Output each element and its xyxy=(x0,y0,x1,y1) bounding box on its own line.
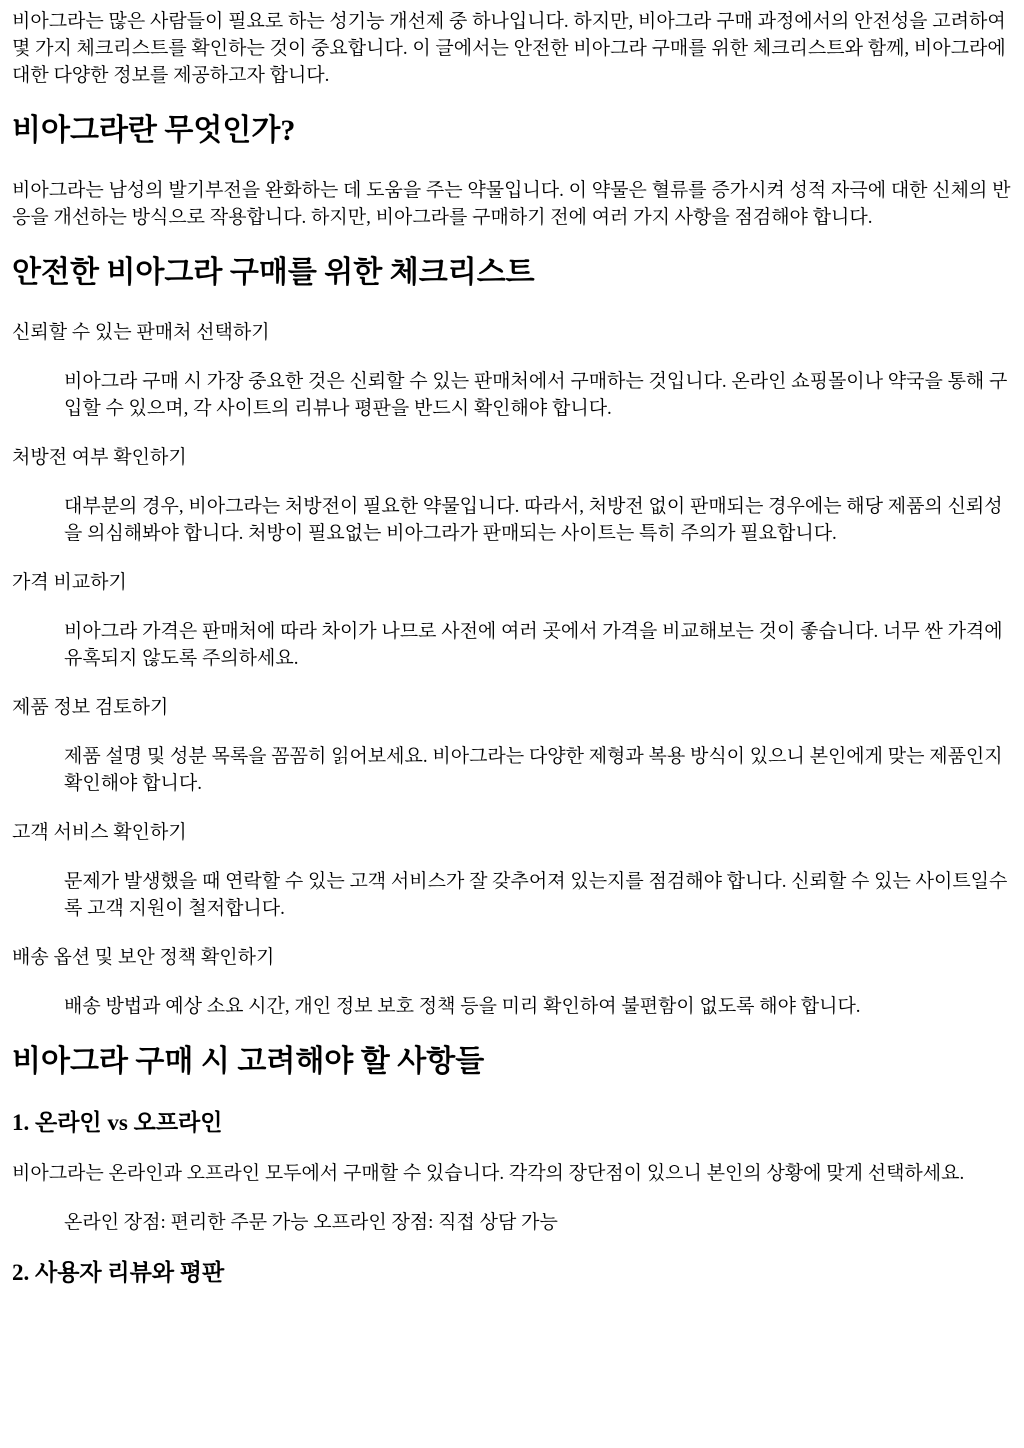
checklist-desc: 대부분의 경우, 비아그라는 처방전이 필요한 약물입니다. 따라서, 처방전 없이 판매되는 경우에는 해당 제품의 신뢰성을 의심해봐야 합니다. 처방이 필요없는 비아그라가 판매되는 사이트는 특히 주의가 필요합니다. xyxy=(64,496,1003,544)
subsection-body-online-offline: 비아그라는 온라인과 오프라인 모두에서 구매할 수 있습니다. 각각의 장단점이 있으니 본인의 상황에 맞게 선택하세요. xyxy=(12,1163,965,1184)
section-heading-what-is: 비아그라란 무엇인가? xyxy=(12,114,296,147)
checklist-desc: 배송 방법과 예상 소요 시간, 개인 정보 보호 정책 등을 미리 확인하여 불편함이 없도록 해야 합니다. xyxy=(64,996,861,1017)
checklist-term: 고객 서비스 확인하기 xyxy=(12,822,187,843)
intro-paragraph: 비아그라는 많은 사람들이 필요로 하는 성기능 개선제 중 하나입니다. 하지만, 비아그라 구매 과정에서의 안전성을 고려하여 몇 가지 체크리스트를 확인하는 것이 중요합니다. 이 글에서는 안전한 비아그라 구매를 위한 체크리스트와 함께, 비아그라에 대한 다양한 정보를 제공하고자 합니다. xyxy=(12,11,1006,86)
checklist-term: 가격 비교하기 xyxy=(12,572,127,593)
checklist-term: 신뢰할 수 있는 판매처 선택하기 xyxy=(12,322,270,343)
checklist-term: 처방전 여부 확인하기 xyxy=(12,447,187,468)
subsection-heading-online-offline: 1. 온라인 vs 오프라인 xyxy=(12,1110,223,1135)
checklist-term: 배송 옵션 및 보안 정책 확인하기 xyxy=(12,947,275,968)
section-body-what-is: 비아그라는 남성의 발기부전을 완화하는 데 도움을 주는 약물입니다. 이 약물은 혈류를 증가시켜 성적 자극에 대한 신체의 반응을 개선하는 방식으로 작용합니다. 하지만, 비아그라를 구매하기 전에 여러 가지 사항을 점검해야 합니다. xyxy=(12,180,1011,228)
checklist-desc: 제품 설명 및 성분 목록을 꼼꼼히 읽어보세요. 비아그라는 다양한 제형과 복용 방식이 있으니 본인에게 맞는 제품인지 확인해야 합니다. xyxy=(64,746,1003,794)
checklist-desc: 문제가 발생했을 때 연락할 수 있는 고객 서비스가 잘 갖추어져 있는지를 점검해야 합니다. 신뢰할 수 있는 사이트일수록 고객 지원이 철저합니다. xyxy=(64,871,1008,919)
section-heading-checklist: 안전한 비아그라 구매를 위한 체크리스트 xyxy=(12,256,535,289)
checklist-term: 제품 정보 검토하기 xyxy=(12,697,169,718)
section-heading-considerations: 비아그라 구매 시 고려해야 할 사항들 xyxy=(12,1045,485,1078)
checklist-desc: 비아그라 구매 시 가장 중요한 것은 신뢰할 수 있는 판매처에서 구매하는 것입니다. 온라인 쇼핑몰이나 약국을 통해 구입할 수 있으며, 각 사이트의 리뷰나 평판을 반드시 확인해야 합니다. xyxy=(64,371,1008,419)
subsection-heading-reviews: 2. 사용자 리뷰와 평판 xyxy=(12,1260,225,1285)
checklist-desc: 비아그라 가격은 판매처에 따라 차이가 나므로 사전에 여러 곳에서 가격을 비교해보는 것이 좋습니다. 너무 싼 가격에 유혹되지 않도록 주의하세요. xyxy=(64,621,1003,669)
checklist xyxy=(12,319,1012,1020)
blockquote-pros: 온라인 장점: 편리한 주문 가능 오프라인 장점: 직접 상담 가능 xyxy=(64,1212,558,1233)
